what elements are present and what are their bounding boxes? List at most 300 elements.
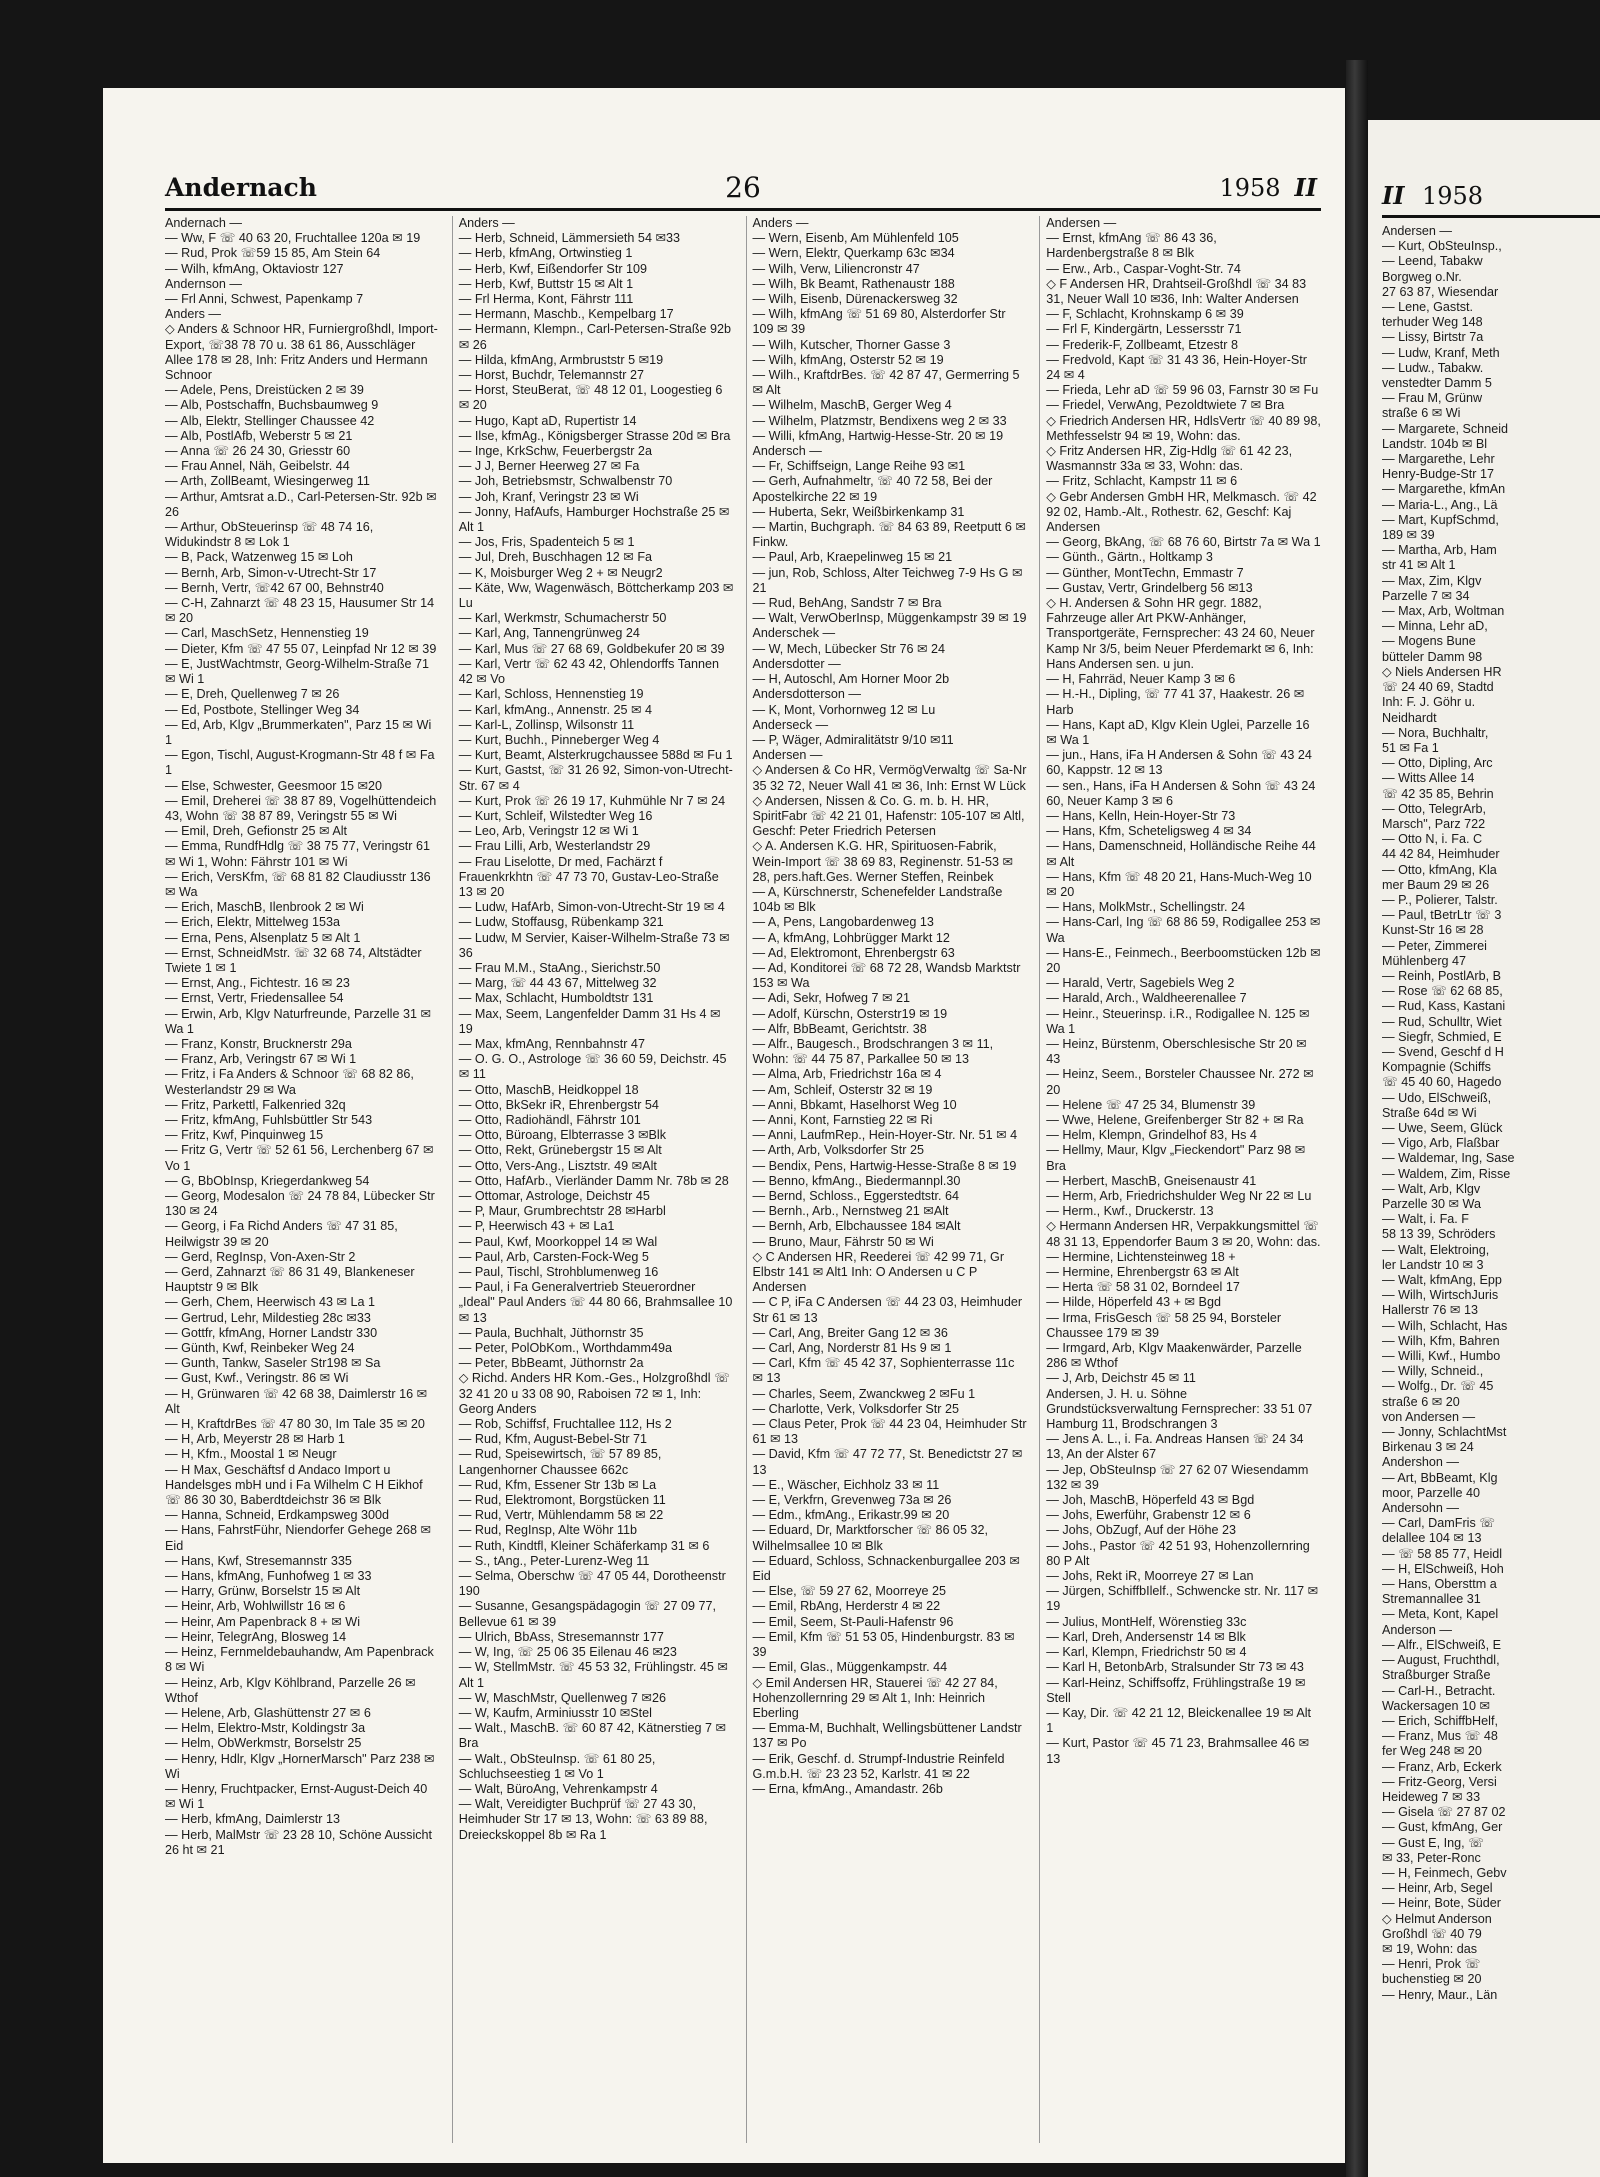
directory-entry: ◇ Fritz Andersen HR, Zig-Hdlg ☏ 61 42 23, Wasmannstr 33a ✉ 33, Wohn: das.	[1046, 444, 1293, 474]
directory-entry: — Gust, kfmAng, Ger	[1382, 1820, 1503, 1835]
directory-entry: Andernach —	[165, 216, 243, 230]
directory-entry: — Heinr, Am Papenbrack 8 + ✉ Wi	[165, 1614, 360, 1629]
directory-entry: — H, Arb, Meyerstr 28 ✉ Harb 1	[165, 1432, 345, 1447]
directory-entry: — Hermann, Maschb., Kempelbarg 17	[458, 307, 674, 322]
directory-entry: — Jul, Dreh, Buschhagen 12 ✉ Fa	[458, 550, 653, 565]
directory-entry: — H, Fahrräd, Neuer Kamp 3 ✉ 6	[1046, 672, 1236, 687]
directory-entry: — Kurt, ObSteuInsp.,	[1382, 239, 1502, 254]
directory-entry: Stremannallee 31	[1382, 1592, 1481, 1607]
directory-entry: — Hans-Carl, Ing ☏ 68 86 59, Rodigallee 253 ✉ Wa	[1046, 915, 1321, 945]
directory-entry: — Gertrud, Lehr, Mildestieg 28c ✉33	[165, 1310, 371, 1325]
directory-entry: — Max, Zim, Klgv	[1382, 573, 1482, 588]
next-page-volume: II	[1382, 181, 1405, 210]
directory-entry: — W, Kaufm, Arminiusstr 10 ✉Stel	[458, 1705, 652, 1720]
directory-entry: — Fr, Schiffseign, Lange Reihe 93 ✉1	[752, 459, 966, 474]
directory-entry: 44 42 84, Heimhuder	[1382, 847, 1500, 862]
directory-entry: von Andersen —	[1382, 1409, 1476, 1424]
directory-entry: — Ernst, Vertr, Friedensallee 54	[165, 991, 344, 1006]
directory-entry: str 41 ✉ Alt 1	[1382, 558, 1456, 573]
directory-entry: — Inge, KrkSchw, Feuerbergstr 2a	[458, 444, 652, 459]
directory-entry: — Emil, Dreh, Gefionstr 25 ✉ Alt	[165, 824, 348, 839]
volume: II	[1294, 173, 1317, 202]
directory-entry: — Gustav, Vertr, Grindelberg 56 ✉13	[1046, 580, 1253, 595]
directory-entry: — Walt., MaschB. ☏ 60 87 42, Kätnerstieg 7 ✉ Bra	[458, 1721, 727, 1751]
directory-entry: — Otto, Vers-Ang., Lisztstr. 49 ✉Alt	[458, 1158, 657, 1173]
directory-entry: — Ernst, SchneidMstr. ☏ 32 68 74, Altstädter Twiete 1 ✉ 1	[165, 945, 422, 975]
directory-entry: — Helm, ObWerkmstr, Borselstr 25	[165, 1736, 362, 1751]
directory-entry: — Karl H, BetonbArb, Stralsunder Str 73 ✉ 43	[1046, 1660, 1304, 1675]
directory-entry: — Joh, MaschB, Höperfeld 43 ✉ Bgd	[1046, 1493, 1255, 1508]
directory-entry: — Ulrich, BbAss, Stresemannstr 177	[458, 1629, 664, 1644]
directory-entry: — Herbert, MaschB, Gneisenaustr 41	[1046, 1173, 1257, 1188]
directory-entry: — Gisela ☏ 27 87 02	[1382, 1805, 1506, 1820]
directory-entry: — Rud, Vertr, Mühlendamm 58 ✉ 22	[458, 1508, 664, 1523]
directory-entry: — Jürgen, SchiffbIlelf., Schwencke str. Nr. 117 ✉ 19	[1046, 1584, 1319, 1614]
directory-entry: — Max, Schlacht, Humboldtstr 131	[458, 991, 654, 1006]
directory-entry: ☏ 42 35 85, Behrin	[1382, 786, 1494, 801]
directory-entry: — Hans, kfmAng, Funhofweg 1 ✉ 33	[165, 1569, 372, 1584]
directory-entry: — Hans, Kapt aD, Klgv Klein Uglei, Parzelle 16 ✉ Wa 1	[1046, 717, 1310, 747]
directory-entry: — Heinz, Arb, Klgv Köhlbrand, Parzelle 26 ✉ Wthof	[165, 1675, 416, 1705]
directory-entry: — Hans, FahrstFühr, Niendorfer Gehege 268 ✉ Eid	[165, 1523, 432, 1553]
directory-entry: — Horst, Buchdr, Telemannstr 27	[458, 368, 645, 383]
directory-entry: — Hermine, Ehrenbergstr 63 ✉ Alt	[1046, 1265, 1239, 1280]
directory-entry: — Hans, Kfm ☏ 48 20 21, Hans-Much-Weg 10 ✉ 20	[1046, 869, 1312, 899]
directory-entry: Andersdotter —	[752, 656, 841, 671]
directory-entry: — Wern, Elektr, Querkamp 63c ✉34	[752, 246, 955, 261]
directory-entry: Birkenau 3 ✉ 24	[1382, 1440, 1474, 1455]
directory-entry: — Gottfr, kfmAng, Horner Landstr 330	[165, 1325, 378, 1340]
entry-columns	[165, 216, 1321, 2143]
directory-entry: — Wilh, kfmAng ☏ 51 69 80, Alsterdorfer Str 109 ✉ 39	[752, 307, 1006, 337]
directory-entry: — Ottomar, Astrologe, Deichstr 45	[458, 1189, 650, 1203]
directory-entry: — Heinr, Arb, Wohlwillstr 16 ✉ 6	[165, 1599, 346, 1614]
directory-entry: — Hans-E., Feinmech., Beerboomstücken 12b ✉ 20	[1046, 945, 1321, 975]
directory-entry: — Rud, Kfm, August-Bebel-Str 71	[458, 1432, 648, 1447]
directory-entry: — ☏ 58 85 77, Heidl	[1382, 1546, 1503, 1561]
column-2	[452, 216, 734, 2143]
directory-entry: ◇ Andersen, Nissen & Co. G. m. b. H. HR, SpiritFabr ☏ 42 21 01, Hafenstr: 105-107 ✉ Altl, Geschf: Peter Friedrich Petersen	[752, 793, 1025, 839]
directory-entry: — Walt, Arb, Klgv	[1382, 1181, 1481, 1196]
next-page-year: 1958	[1422, 182, 1484, 210]
directory-entry: — H, Autoschl, Am Horner Moor 2b	[752, 672, 950, 687]
directory-entry: 51 ✉ Fa 1	[1382, 740, 1439, 755]
directory-entry: — Emil, Kfm ☏ 51 53 05, Hindenburgstr. 83 ✉ 39	[752, 1629, 1015, 1660]
directory-entry: — Rud, Elektromont, Borgstücken 11	[458, 1493, 666, 1508]
running-head: Andernach	[165, 173, 317, 202]
directory-entry: — Bendix, Pens, Hartwig-Hesse-Straße 8 ✉ 19	[752, 1158, 1017, 1173]
directory-entry: — Gerh, Aufnahmeltr, ☏ 40 72 58, Bei der Apostelkirche 22 ✉ 19	[752, 474, 993, 504]
directory-entry: Anders —	[165, 307, 221, 322]
directory-entry: — Gerd, RegInsp, Von-Axen-Str 2	[165, 1249, 356, 1264]
directory-entry: — Henry, Hdlr, Klgv „HornerMarsch" Parz 238 ✉ Wi	[165, 1751, 435, 1781]
directory-entry: — Johs, ObZugf, Auf der Höhe 23	[1046, 1523, 1236, 1538]
directory-entry: — Adele, Pens, Dreistücken 2 ✉ 39	[165, 383, 364, 398]
directory-entry: — Kurt, Prok ☏ 26 19 17, Kuhmühle Nr 7 ✉ 24	[458, 793, 726, 808]
directory-entry: — Alb, Postschaffn, Buchsbaumweg 9	[165, 398, 379, 413]
book-spine	[1346, 60, 1368, 2177]
directory-entry: — Günth, Kwf, Reinbeker Weg 24	[165, 1341, 355, 1356]
directory-entry: — Jonny, SchlachtMst	[1382, 1425, 1507, 1440]
directory-entry: — Svend, Geschf d H	[1382, 1044, 1504, 1059]
directory-entry: — Ww, F ☏ 40 63 20, Fruchtallee 120a ✉ 19	[165, 231, 421, 246]
directory-entry: — Frederik-F, Zollbeamt, Etzestr 8	[1046, 337, 1239, 352]
directory-entry: ◇ Anders & Schnoor HR, Furniergroßhdl, Import-Export, ☏38 78 70 u. 38 61 86, Ausschläger Allee 178 ✉ 28, Inh: Fritz Anders und Hermann Schnoor	[165, 322, 438, 383]
year-volume	[1219, 173, 1317, 202]
directory-entry: — Willy, Schneid.,	[1382, 1364, 1484, 1379]
directory-entry: — K, Moisburger Weg 2 + ✉ Neugr2	[458, 565, 663, 580]
directory-entry: — Vigo, Arb, Flaßbar	[1382, 1136, 1500, 1151]
directory-entry: — Paul, Arb, Carsten-Fock-Weg 5	[458, 1249, 649, 1264]
directory-entry: — sen., Hans, iFa H Andersen & Sohn ☏ 43 24 60, Neuer Kamp 3 ✉ 6	[1046, 778, 1316, 808]
directory-entry: — Wilh., KraftdrBes. ☏ 42 87 47, Germerring 5 ✉ Alt	[752, 368, 1020, 398]
directory-entry: — Heinz, Fernmeldebauhandw, Am Papenbrack 8 ✉ Wi	[165, 1645, 434, 1675]
directory-entry: — Herb, Kwf, Eißendorfer Str 109	[458, 261, 648, 276]
directory-entry: ◇ Emil Andersen HR, Stauerei ☏ 42 27 84, Hohenzollernring 29 ✉ Alt 1, Inh: Heinrich Eberling	[752, 1675, 998, 1720]
directory-entry: — P, Heerwisch 43 + ✉ La1	[458, 1219, 615, 1234]
directory-entry: — Ludw, M Servier, Kaiser-Wilhelm-Straße 73 ✉ 36	[458, 930, 730, 960]
directory-entry: Anders —	[752, 216, 809, 230]
directory-entry: — W, StellmMstr. ☏ 45 53 32, Frühlingstr. 45 ✉ Alt 1	[458, 1660, 728, 1690]
directory-entry: — Helm, Elektro-Mstr, Koldingstr 3a	[165, 1721, 366, 1736]
directory-entry: — August, Fruchthdl,	[1382, 1653, 1500, 1668]
directory-entry: Inh: F. J. Göhr u.	[1382, 695, 1476, 710]
directory-entry: — Herb, Schneid, Lämmersieth 54 ✉33	[458, 231, 681, 246]
directory-entry: — Fritz, Kwf, Pinquinweg 15	[165, 1128, 324, 1143]
directory-entry: — Hilda, kfmAng, Armbruststr 5 ✉19	[458, 352, 664, 367]
directory-entry: — Herm., Kwf., Druckerstr. 13	[1046, 1204, 1214, 1219]
directory-entry: Andersen —	[752, 748, 823, 763]
directory-entry: — Herm, Arb, Friedrichshulder Weg Nr 22 ✉ Lu	[1046, 1189, 1312, 1203]
directory-entry: ◇ Friedrich Andersen HR, HdlsVertr ☏ 40 89 98, Methfesselstr 94 ✉ 19, Wohn: das.	[1046, 413, 1321, 443]
directory-entry: — Hermine, Lichtensteinweg 18 +	[1046, 1249, 1236, 1264]
directory-entry: — Henry, Maur., Län	[1382, 1987, 1498, 2002]
page-header	[165, 158, 1321, 211]
directory-entry: — Wilh, Eisenb, Dürenackersweg 32	[752, 292, 958, 307]
directory-entry: — Joh, Kranf, Veringstr 23 ✉ Wi	[458, 489, 639, 504]
directory-entry: — Ad, Elektromont, Ehrenbergstr 63	[752, 945, 955, 960]
directory-entry: — Else, ☏ 59 27 62, Moorreye 25	[752, 1584, 947, 1599]
directory-entry: — Anni, Bbkamt, Haselhorst Weg 10	[752, 1097, 957, 1112]
directory-entry: — Heinr, Arb, Segel	[1382, 1881, 1493, 1896]
directory-entry: — Kay, Dir. ☏ 42 21 12, Bleickenallee 19 ✉ Alt 1	[1046, 1705, 1312, 1736]
directory-entry: — J J, Berner Heerweg 27 ✉ Fa	[458, 459, 640, 474]
directory-entry: — Otto, Radiohändl, Fährstr 101	[458, 1112, 641, 1127]
directory-entry: — G, BbObInsp, Kriegerdankweg 54	[165, 1173, 370, 1188]
directory-entry: — Friedel, VerwAng, Pezoldtwiete 7 ✉ Bra	[1046, 398, 1285, 413]
directory-entry: — Kurt, Pastor ☏ 45 71 23, Brahmsallee 46 ✉ 13	[1046, 1736, 1310, 1766]
directory-entry: — Waldemar, Ing, Sase	[1382, 1151, 1515, 1166]
directory-entry: — Frau Lilli, Arb, Westerlandstr 29	[458, 839, 651, 854]
directory-entry: Andernson —	[165, 276, 243, 291]
directory-entry: — jun, Rob, Schloss, Alter Teichweg 7-9 Hs G ✉ 21	[752, 565, 1023, 595]
directory-entry: — Margarete, Schneid	[1382, 421, 1508, 436]
directory-entry: — S., tAng., Peter-Lurenz-Weg 11	[458, 1553, 650, 1568]
directory-entry: — Arth, Arb, Volksdorfer Str 25	[752, 1143, 924, 1158]
directory-entry: — Max, Arb, Woltman	[1382, 604, 1505, 619]
directory-entry: — Frl Herma, Kont, Fährstr 111	[458, 292, 634, 307]
directory-entry: — Fredvold, Kapt ☏ 31 43 36, Hein-Hoyer-Str 24 ✉ 4	[1046, 352, 1307, 383]
directory-entry: — Paula, Buchhalt, Jüthornstr 35	[458, 1325, 644, 1340]
directory-entry: — Horst, SteuBerat, ☏ 48 12 01, Loogestieg 6 ✉ 20	[458, 383, 723, 413]
directory-entry: — Hans, Kfm, Scheteligsweg 4 ✉ 34	[1046, 824, 1252, 839]
directory-entry: ◇ Helmut Anderson	[1382, 1911, 1492, 1926]
directory-entry: — Arth, ZollBeamt, Wiesingerweg 11	[165, 474, 370, 489]
directory-entry: — Eduard, Schloss, Schnackenburgallee 203 ✉ Eid	[752, 1553, 1020, 1584]
directory-entry: — Herb, Kwf, Buttstr 15 ✉ Alt 1	[458, 276, 634, 291]
directory-entry: ◇ Hermann Andersen HR, Verpakkungsmittel ☏ 48 31 13, Eppendorfer Baum 3 ✉ 20, Wohn: das.	[1046, 1219, 1321, 1249]
directory-entry: — A, Kürschnerstr, Schenefelder Landstraße 104b ✉ Blk	[752, 884, 1003, 915]
directory-entry: — J, Arb, Deichstr 45 ✉ 11	[1046, 1371, 1196, 1386]
directory-entry: — Carl, MaschSetz, Hennenstieg 19	[165, 626, 369, 641]
directory-entry: — Johs, Rekt iR, Moorreye 27 ✉ Lan	[1046, 1569, 1254, 1584]
directory-entry: straße 6 ✉ 20	[1382, 1394, 1460, 1409]
directory-entry: — Wilh, Schlacht, Has	[1382, 1318, 1508, 1333]
directory-entry: terhuder Weg 148	[1382, 315, 1483, 330]
directory-entry: — Herb, kfmAng, Daimlerstr 13	[165, 1812, 340, 1827]
directory-entry: — Joh, Betriebsmstr, Schwalbenstr 70	[458, 474, 673, 489]
directory-entry: — P, Maur, Grumbrechtstr 28 ✉Harbl	[458, 1204, 666, 1219]
directory-entry: — Mart, KupfSchmd,	[1382, 512, 1499, 527]
directory-entry: — Arthur, ObSteuerinsp ☏ 48 74 16, Widukindstr 8 ✉ Lok 1	[165, 520, 374, 550]
directory-entry: — Johs., Pastor ☏ 42 51 93, Hohenzollernring 80 P Alt	[1046, 1538, 1310, 1568]
directory-entry: — Kurt, Schleif, Wilstedter Weg 16	[458, 808, 653, 823]
directory-entry: — Max, kfmAng, Rennbahnstr 47	[458, 1036, 645, 1051]
directory-entry: Henry-Budge-Str 17	[1382, 467, 1494, 482]
directory-entry: — Maria-L., Ang., Lä	[1382, 497, 1498, 512]
directory-entry: — Siegfr, Schmied, E	[1382, 1029, 1502, 1044]
directory-entry: — Karl-L, Zollinsp, Wilsonstr 11	[458, 717, 635, 732]
directory-entry: — Bernd, Schloss., Eggerstedtstr. 64	[752, 1189, 959, 1203]
next-page-column	[1382, 224, 1600, 2177]
directory-entry: Andersen, J. H. u. Söhne Grundstücksverwaltung Fernsprecher: 33 51 07 Hamburg 11, Brodschrangen 3	[1046, 1386, 1313, 1432]
directory-entry: Mühlenberg 47	[1382, 953, 1467, 968]
directory-entry: — Alfr., ElSchweiß, E	[1382, 1637, 1501, 1652]
directory-entry: — Kurt, Buchh., Pinneberger Weg 4	[458, 732, 660, 747]
directory-entry: — Lissy, Birtstr 7a	[1382, 330, 1484, 345]
directory-entry: — Bernh., Arb., Nernstweg 21 ✉Alt	[752, 1204, 949, 1219]
directory-entry: — Kurt, Beamt, Alsterkrugchaussee 588d ✉ Fu 1	[458, 748, 733, 763]
directory-entry: — Franz, Konstr, Brucknerstr 29a	[165, 1036, 352, 1051]
directory-entry: — Bernh, Arb, Simon-v-Utrecht-Str 17	[165, 565, 377, 580]
directory-entry: — Waldem, Zim, Risse	[1382, 1166, 1511, 1181]
page-number: 26	[725, 171, 761, 204]
directory-entry: — W, Mech, Lübecker Str 76 ✉ 24	[752, 641, 946, 656]
directory-entry: — Ludw, Kranf, Meth	[1382, 345, 1500, 360]
directory-entry: — Rud, Kass, Kastani	[1382, 999, 1506, 1014]
directory-entry: — Karl-Heinz, Schiffsoffz, Frühlingstraße 19 ✉ Stell	[1046, 1675, 1306, 1705]
directory-entry: 27 63 87, Wiesendar	[1382, 284, 1499, 299]
directory-entry: — Willi, Kwf., Humbo	[1382, 1349, 1501, 1364]
directory-entry: — H, Feinmech, Gebv	[1382, 1865, 1507, 1880]
directory-entry: — Art, BbBeamt, Klg	[1382, 1470, 1498, 1485]
year: 1958	[1219, 174, 1281, 202]
directory-entry: Andersch —	[752, 444, 822, 459]
directory-entry: — Wilhelm, MaschB, Gerger Weg 4	[752, 398, 952, 413]
directory-entry: — Hans, Damenschneid, Holländische Reihe 44 ✉ Alt	[1046, 839, 1316, 869]
directory-entry: Parzelle 30 ✉ Wa	[1382, 1197, 1481, 1211]
next-page-header	[1382, 175, 1600, 218]
directory-entry: — jun., Hans, iFa H Andersen & Sohn ☏ 43 24 60, Kappstr. 12 ✉ 13	[1046, 748, 1312, 778]
directory-entry: Anders —	[458, 216, 515, 230]
directory-entry: — Alb, Elektr, Stellinger Chaussee 42	[165, 413, 375, 428]
directory-entry: — Georg, i Fa Richd Anders ☏ 47 31 85, Heilwigstr 39 ✉ 20	[165, 1219, 398, 1249]
directory-entry: — Emil, RbAng, Herderstr 4 ✉ 22	[752, 1599, 941, 1614]
directory-entry: — Fritz, Schlacht, Kampstr 11 ✉ 6	[1046, 474, 1238, 489]
directory-entry: — C-H, Zahnarzt ☏ 48 23 15, Hausumer Str 14 ✉ 20	[165, 596, 435, 626]
next-page-fragment	[1368, 120, 1600, 2177]
directory-entry: — Wilh, kfmAng, Osterstr 52 ✉ 19	[752, 352, 944, 367]
directory-entry: — Fritz-Georg, Versi	[1382, 1774, 1497, 1789]
directory-entry: — Otto, TelegrArb,	[1382, 801, 1487, 816]
directory-entry: — Heinz, Seem., Borsteler Chaussee Nr. 272 ✉ 20	[1046, 1067, 1314, 1097]
directory-entry: Andersdotterson —	[752, 687, 862, 702]
directory-entry: — K, Mont, Vorhornweg 12 ✉ Lu	[752, 702, 936, 717]
directory-entry: — E, Dreh, Quellenweg 7 ✉ 26	[165, 687, 340, 702]
directory-entry: — Günth., Gärtn., Holtkamp 3	[1046, 550, 1213, 565]
directory-entry: — Irma, FrisGesch ☏ 58 25 94, Borsteler Chaussee 179 ✉ 39	[1046, 1310, 1282, 1340]
directory-entry: — Frieda, Lehr aD ☏ 59 96 03, Farnstr 30 ✉ Fu	[1046, 383, 1319, 398]
directory-entry: — Walt, i. Fa. F	[1382, 1212, 1469, 1227]
directory-entry: — David, Kfm ☏ 47 72 77, St. Benedictstr 27 ✉ 13	[752, 1447, 1023, 1477]
directory-entry: ◇ A. Andersen K.G. HR, Spirituosen-Fabrik, Wein-Import ☏ 38 69 83, Reginenstr. 51-53 ✉ 28, pers.haft.Ges. Werner Steffen, Reinbek	[752, 839, 1014, 884]
directory-entry: — Susanne, Gesangspädagogin ☏ 27 09 77, Bellevue 61 ✉ 39	[458, 1599, 717, 1629]
directory-entry: — Harald, Arch., Waldheerenallee 7	[1046, 991, 1247, 1006]
directory-entry: — Paul, Arb, Kraepelinweg 15 ✉ 21	[752, 550, 953, 565]
directory-entry: — Paul, tBetrLtr ☏ 3	[1382, 908, 1502, 923]
directory-entry: — Käte, Ww, Wagenwäsch, Böttcherkamp 203 ✉ Lu	[458, 580, 734, 611]
directory-entry: — Otto N, i. Fa. C	[1382, 832, 1483, 847]
directory-entry: — Ernst, kfmAng ☏ 86 43 36, Hardenbergstraße 8 ✉ Blk	[1046, 231, 1217, 261]
directory-entry: ◇ F Andersen HR, Drahtseil-Großhdl ☏ 34 83 31, Neuer Wall 10 ✉36, Inh: Walter Andersen	[1046, 276, 1307, 307]
directory-entry: — A, kfmAng, Lohbrügger Markt 12	[752, 930, 950, 945]
directory-entry: — Walt, BüroAng, Vehrenkampstr 4	[458, 1781, 658, 1796]
directory-entry: — Bernh, Vertr, ☏42 67 00, Behnstr40	[165, 580, 384, 595]
directory-entry: — Karl, Schloss, Hennenstieg 19	[458, 687, 644, 702]
directory-entry: — Paul, Kwf, Moorkoppel 14 ✉ Wal	[458, 1234, 658, 1249]
directory-entry: — Wolfg., Dr. ☏ 45	[1382, 1379, 1494, 1394]
directory-entry: 189 ✉ 39	[1382, 528, 1435, 543]
directory-entry: Anderschek —	[752, 626, 836, 641]
directory-entry: — Rud, BehAng, Sandstr 7 ✉ Bra	[752, 596, 942, 611]
directory-entry: — Anna ☏ 26 24 30, Griesstr 60	[165, 444, 351, 459]
directory-entry: — Ed, Arb, Klgv „Brummerkaten", Parz 15 ✉ Wi 1	[165, 717, 432, 747]
directory-entry: — E, Verkfrn, Grevenweg 73a ✉ 26	[752, 1493, 952, 1508]
directory-entry: Landstr. 104b ✉ Bl	[1382, 436, 1488, 451]
directory-entry: — Karl, Werkmstr, Schumacherstr 50	[458, 611, 667, 626]
column-4	[1039, 216, 1321, 2143]
directory-entry: ◇ Richd. Anders HR Kom.-Ges., Holzgroßhdl ☏ 32 41 20 u 33 08 90, Raboisen 72 ✉ 1, Inh: Georg Anders	[458, 1371, 730, 1416]
directory-entry: — Arthur, Amtsrat a.D., Carl-Petersen-Str. 92b ✉ 26	[165, 489, 437, 519]
directory-entry: — Carl, DamFris ☏	[1382, 1516, 1495, 1531]
directory-entry: — E, JustWachtmstr, Georg-Wilhelm-Straße 71 ✉ Wi 1	[165, 656, 430, 687]
directory-entry: ◇ Niels Andersen HR	[1382, 664, 1502, 679]
directory-entry: — H, ElSchweiß, Hoh	[1382, 1561, 1504, 1576]
directory-entry: — Ed, Postbote, Stellinger Weg 34	[165, 702, 360, 717]
directory-entry: Anderseck —	[752, 717, 829, 732]
directory-entry: — Helene, Arb, Glashüttenstr 27 ✉ 6	[165, 1705, 371, 1720]
directory-entry: ◇ Gebr Andersen GmbH HR, Melkmasch. ☏ 42 92 02, Hamb.-Alt., Rothestr. 62, Geschf: Kaj Andersen	[1046, 489, 1317, 535]
directory-entry: — Frl F, Kindergärtn, Lessersstr 71	[1046, 322, 1242, 337]
directory-entry: — Minna, Lehr aD,	[1382, 619, 1488, 634]
directory-entry: — Ernst, Ang., Fichtestr. 16 ✉ 23	[165, 976, 350, 991]
directory-entry: — Rud, Speisewirtsch, ☏ 57 89 85, Langenhorner Chaussee 662c	[458, 1447, 662, 1477]
directory-entry: — Huberta, Sekr, Weißbirkenkamp 31	[752, 504, 965, 519]
directory-entry: — Herta ☏ 58 31 02, Borndeel 17	[1046, 1280, 1240, 1295]
directory-entry: — Wilh, Kutscher, Thorner Gasse 3	[752, 337, 951, 352]
directory-entry: mer Baum 29 ✉ 26	[1382, 877, 1490, 892]
directory-entry: — Jos, Fris, Spadenteich 5 ✉ 1	[458, 535, 635, 550]
directory-entry: — Heinr, Bote, Süder	[1382, 1896, 1502, 1911]
directory-entry: — Else, Schwester, Geesmoor 15 ✉20	[165, 778, 383, 793]
directory-entry: — Ludw., Tabakw.	[1382, 360, 1484, 375]
directory-entry: — Frau Annel, Näh, Geibelstr. 44	[165, 459, 350, 474]
directory-entry: — Alfr, BbBeamt, Gerichtstr. 38	[752, 1021, 927, 1036]
directory-entry: — Mogens Bune	[1382, 634, 1476, 649]
directory-entry: — Erw., Arb., Caspar-Voght-Str. 74	[1046, 261, 1241, 276]
directory-entry: 58 13 39, Schröders	[1382, 1227, 1496, 1242]
directory-entry: — Hanna, Schneid, Erdkampsweg 300d	[165, 1508, 390, 1523]
directory-entry: — Frl Anni, Schwest, Papenkamp 7	[165, 292, 364, 307]
directory-entry: — Erna, Pens, Alsenplatz 5 ✉ Alt 1	[165, 930, 361, 945]
directory-entry: — Dieter, Kfm ☏ 47 55 07, Leinpfad Nr 12 ✉ 39	[165, 641, 437, 656]
directory-entry: — H, Grünwaren ☏ 42 68 38, Daimlerstr 16 ✉ Alt	[165, 1386, 428, 1416]
directory-entry: — W, Ing, ☏ 25 06 35 Eilenau 46 ✉23	[458, 1645, 677, 1660]
directory-entry: — Gerh, Chem, Heerwisch 43 ✉ La 1	[165, 1295, 376, 1310]
directory-entry: — Anni, Kont, Farnstieg 22 ✉ Ri	[752, 1112, 933, 1127]
directory-entry: — Charles, Seem, Zwanckweg 2 ✉Fu 1	[752, 1386, 976, 1401]
directory-entry: — Wilh, Bk Beamt, Rathenaustr 188	[752, 276, 955, 291]
directory-entry: — Benno, kfmAng., Biedermannpl.30	[752, 1173, 961, 1188]
directory-entry: Anderson —	[1382, 1622, 1453, 1637]
column-1	[165, 216, 440, 2143]
directory-entry: Hallerstr 76 ✉ 13	[1382, 1303, 1478, 1318]
directory-entry: — Ruth, Kindtfl, Kleiner Schäferkamp 31 ✉ 6	[458, 1538, 710, 1553]
directory-entry: — Peter, Zimmerei	[1382, 938, 1487, 953]
directory-entry: — C P, iFa C Andersen ☏ 44 23 03, Heimhuder Str 61 ✉ 13	[752, 1295, 1023, 1325]
directory-entry: — Günther, MontTechn, Emmastr 7	[1046, 565, 1244, 580]
directory-entry: — Walt., ObSteuInsp. ☏ 61 80 25, Schluchseestieg 1 ✉ Vo 1	[458, 1751, 656, 1781]
directory-entry: — Herb, kfmAng, Ortwinstieg 1	[458, 246, 633, 261]
directory-entry: ◇ H. Andersen & Sohn HR gegr. 1882, Fahrzeuge aller Art PKW-Anhänger, Transportgeräte, Fernsprecher: 43 24 60, Neuer Kamp Nr 3/5, beim Neuer Pferdemarkt ✉ 6, Inh: Hans Andersen sen. u jun.	[1046, 596, 1315, 671]
directory-entry: — Egon, Tischl, August-Krogmann-Str 48 f ✉ Fa 1	[165, 748, 435, 778]
directory-entry: — Fritz, kfmAng, Fuhlsbüttler Str 543	[165, 1112, 373, 1127]
directory-entry: — Gunth, Tankw, Saseler Str198 ✉ Sa	[165, 1356, 381, 1371]
directory-entry: — Franz, Arb, Eckerk	[1382, 1759, 1502, 1774]
directory-entry: Andersen —	[1382, 224, 1453, 238]
directory-entry: Kompagnie (Schiffs	[1382, 1060, 1491, 1075]
directory-entry: — Lene, Gastst.	[1382, 300, 1473, 315]
directory-entry: — Heinr, TelegrAng, Blosweg 14	[165, 1629, 347, 1644]
directory-entry: — Alb, PostlAfb, Weberstr 5 ✉ 21	[165, 428, 353, 443]
directory-entry: — Helm, Klempn, Grindelhof 83, Hs 4	[1046, 1128, 1257, 1143]
directory-entry: — Georg, Modesalon ☏ 24 78 84, Lübecker Str 130 ✉ 24	[165, 1189, 435, 1219]
directory-entry: — Charlotte, Verk, Volksdorfer Str 25	[752, 1401, 959, 1416]
directory-entry: ler Landstr 10 ✉ 3	[1382, 1257, 1484, 1272]
directory-entry: — Adi, Sekr, Hofweg 7 ✉ 21	[752, 991, 911, 1006]
directory-entry: — Heinz, Bürstenm, Oberschlesische Str 20 ✉ 43	[1046, 1036, 1307, 1067]
directory-entry: — Wilh, kfmAng, Oktaviostr 127	[165, 261, 344, 276]
directory-entry: — Wwe, Helene, Greifenberger Str 82 + ✉ Ra	[1046, 1112, 1304, 1127]
directory-entry: — Erich, MaschB, Ilenbrook 2 ✉ Wi	[165, 900, 364, 915]
directory-entry: — P., Polierer, Talstr.	[1382, 892, 1498, 907]
directory-entry: — Fritz, i Fa Anders & Schnoor ☏ 68 82 86, Westerlandstr 29 ✉ Wa	[165, 1067, 414, 1097]
directory-entry: bütteler Damm 98	[1382, 649, 1483, 664]
directory-entry: Großhdl ☏ 40 79	[1382, 1926, 1482, 1941]
directory-entry: — Peter, BbBeamt, Jüthornstr 2a	[458, 1356, 644, 1371]
directory-entry: — Carl, Ang, Norderstr 81 Hs 9 ✉ 1	[752, 1341, 952, 1356]
directory-entry: — Otto, Dipling, Arc	[1382, 756, 1493, 771]
